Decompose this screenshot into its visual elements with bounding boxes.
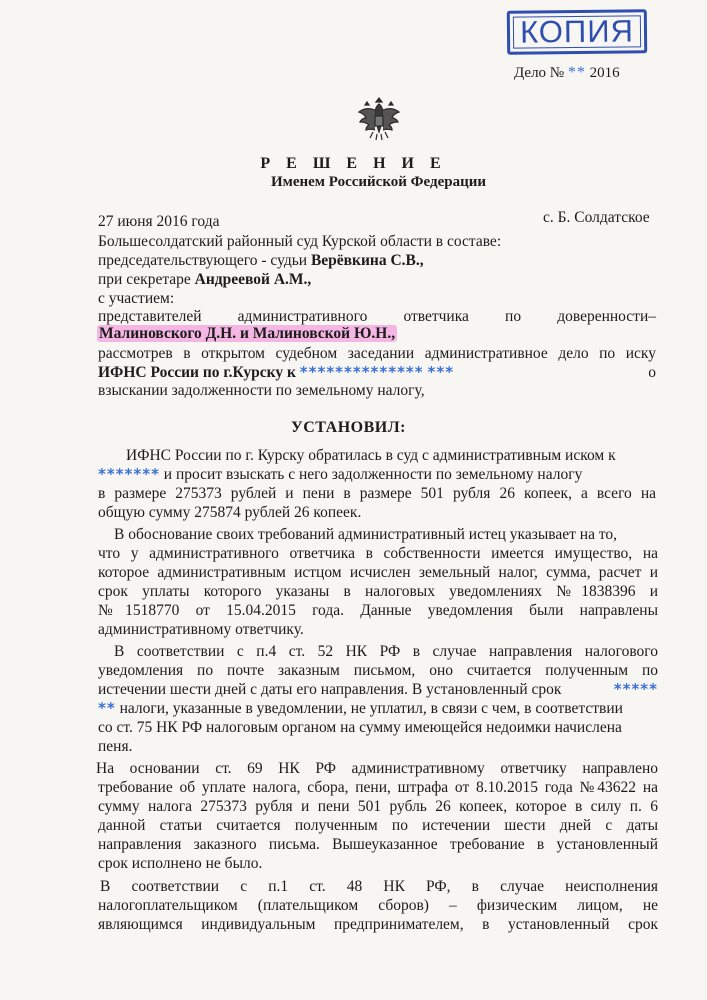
p3-line-2: уведомления по почте заказным письмом, оно считается полученным по (98, 662, 658, 679)
p2-line-3: которое административным истцом исчислен земельный налог, сумма, расчет и (98, 564, 658, 581)
p3-line-4-text: налоги, указанные в уведомлении, не уплатил, в связи с чем, в соответствии (119, 700, 623, 717)
claim-defendant-mask-2: *** (427, 363, 455, 381)
claim-subject: взыскании задолженности по земельному налогу, (98, 382, 425, 399)
copy-stamp (507, 9, 647, 54)
representatives-names-line (97, 324, 397, 343)
p4-line-5: направления заказного письма. Вышеуказанное требование в установленный (98, 836, 658, 853)
presiding-prefix: председательствующего - судьи (98, 252, 311, 269)
representatives-line: представителей административного ответчика по доверенности– (98, 308, 656, 325)
court-line: Большесолдатский районный суд Курской области в составе: (98, 233, 502, 250)
secretary-name: Андреевой А.М., (194, 271, 312, 288)
secretary-prefix: при секретаре (98, 271, 195, 288)
p3-line-3 (98, 680, 658, 699)
p4-line-4: данной статьи считается полученным по истечении шести дней с даты (98, 817, 658, 834)
case-label: Дело № (514, 65, 565, 81)
p4-line-3: сумму налога 275373 рубля и пени 501 рубль 26 копеек, которое в силу п. 6 (98, 798, 658, 815)
case-number (514, 64, 620, 82)
p1-line-2-text: и просит взыскать с него задолженности по земельному налогу (163, 466, 583, 483)
presiding-judge: Верёвкина С.В., (310, 252, 424, 269)
secretary-line (98, 270, 311, 289)
claim-defendant-mask: ************** (299, 363, 424, 381)
p1-line-1: ИФНС России по г. Курску обратилась в суд с административным иском к (126, 447, 616, 464)
p2-line-2: что у административного ответчика в собственности имеется имущество, на (98, 545, 658, 562)
representatives-names: Малиновского Д.Н. и Малиновской Ю.Н., (99, 325, 396, 342)
p1-defendant-mask: ******* (98, 465, 160, 483)
decision-date: 27 июня 2016 года (98, 213, 220, 230)
presiding-line (98, 251, 424, 270)
decision-place: с. Б. Солдатское (543, 209, 650, 226)
p4-line-6: срок исполнено не было. (98, 855, 263, 872)
p2-line-4: срок уплаты которого указаны в налоговых уведомлениях №1838396 и (98, 583, 658, 600)
p3-defendant-mask-2: ** (98, 699, 116, 717)
p3-line-6: пеня. (98, 738, 133, 755)
p4-line-1: На основании ст. 69 НК РФ административному ответчику направлено (96, 760, 658, 777)
document-title: Р Е Ш Е Н И Е (260, 155, 447, 172)
document-subtitle: Именем Российской Федерации (270, 174, 487, 190)
p5-line-3: являющимся индивидуальным предпринимателем, в установленный срок (98, 916, 658, 933)
p1-line-3: в размере 275373 рублей и пени в размере 501 рубля 26 копеек, а всего на (98, 485, 656, 502)
claim-line (98, 363, 656, 382)
coat-of-arms-icon (353, 92, 405, 144)
established-heading: УСТАНОВИЛ: (291, 419, 406, 436)
p5-line-2: налогоплательщиком (плательщиком сборов) – физическим лицом, не (98, 897, 658, 914)
p3-line-3-text: истечении шести дней с даты его направления. В установленный срок (98, 681, 562, 698)
p2-line-5: №1518770 от 15.04.2015 года. Данные уведомления были направлены (98, 602, 658, 619)
considering-line: рассмотрев в открытом судебном заседании административное дело по иску (98, 345, 656, 362)
p3-line-1: В соответствии с п.4 ст. 52 НК РФ в случае направления налогового (114, 643, 658, 660)
p3-defendant-mask-1: ***** (613, 680, 658, 698)
p3-line-5: со ст. 75 НК РФ налоговым органом на сумму имеющейся недоимки начислена (98, 719, 622, 736)
case-year: 2016 (589, 65, 620, 81)
p2-line-1: В обоснование своих требований административный истец указывает на то, (114, 526, 618, 543)
p1-line-4: общую сумму 275874 рублей 26 копеек. (98, 504, 362, 521)
p2-line-6: административному ответчику. (98, 621, 304, 638)
claim-prefix: ИФНС России по г.Курску к (98, 364, 300, 381)
claim-suffix: о (648, 364, 656, 381)
p1-line-2 (98, 465, 582, 484)
p5-line-1: В соответствии с п.1 ст. 48 НК РФ, в случае неисполнения (100, 878, 658, 895)
stamp-text: КОПИЯ (519, 13, 635, 50)
p3-line-4 (98, 699, 623, 718)
case-mask: ** (567, 64, 586, 81)
participation-line: с участием: (98, 290, 175, 307)
p4-line-2: требование об уплате налога, сбора, пени, штрафа от 8.10.2015 года №43622 на (98, 779, 658, 796)
